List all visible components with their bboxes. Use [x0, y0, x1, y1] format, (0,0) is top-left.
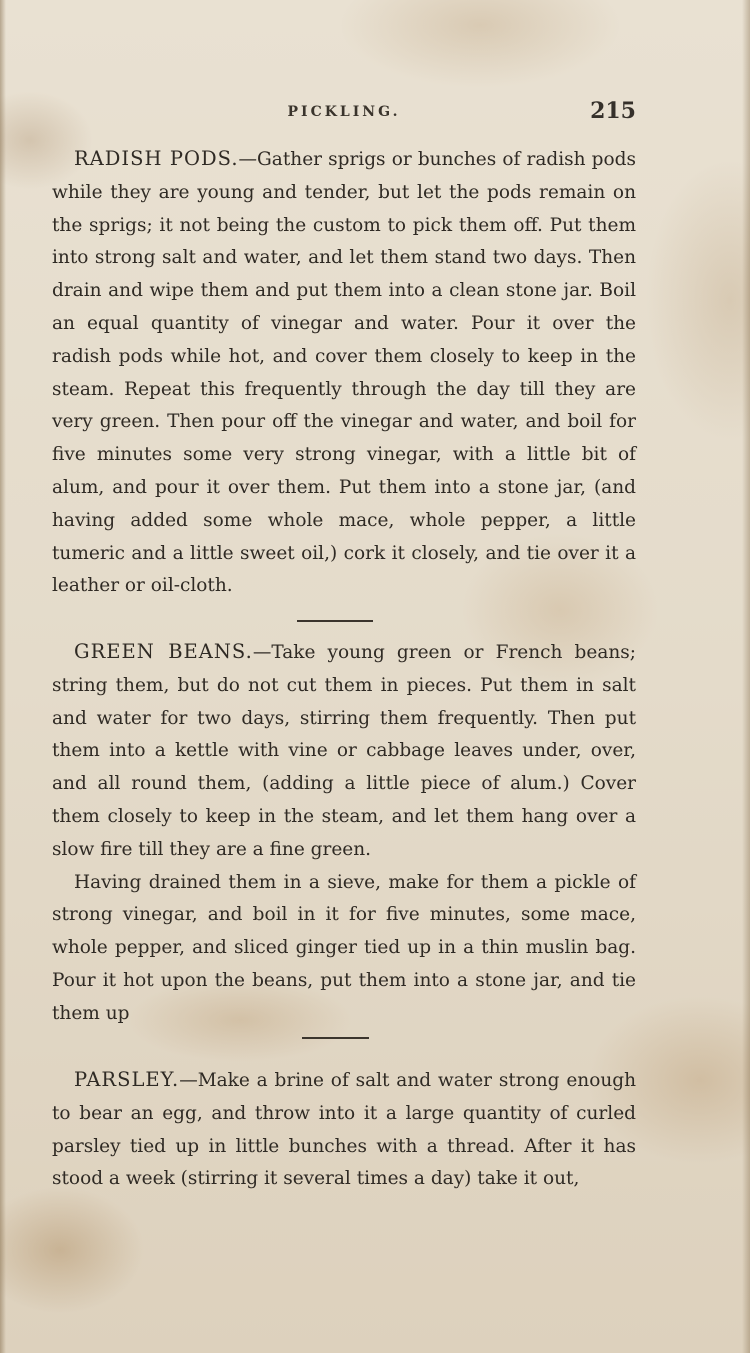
recipe-paragraph-continued: Having drained them in a sieve, make for them a pickle of strong vinegar, and boil in it for five minutes, some mace, whole pepper, and sliced ginger tied up in a thin muslin bag. Pour it hot upon the beans, put them into a stone jar, and tie them up	[52, 871, 636, 1024]
recipe-paragraph	[52, 1064, 636, 1196]
recipe-paragraph	[52, 143, 636, 603]
page-header	[52, 98, 636, 130]
recipe-parsley	[52, 1064, 636, 1196]
section-divider	[297, 620, 373, 622]
recipe-radish-pods	[52, 143, 636, 603]
recipe-green-beans	[52, 636, 636, 1031]
page-number: 215	[590, 98, 636, 124]
recipe-body: —Make a brine of salt and water strong enough to bear an egg, and throw into it a large quantity of curled parsley tied up in little bunches with a thread. After it has stood a week (stirring it several times a day) take it out,	[52, 1070, 636, 1190]
recipe-body: —Take young green or French beans; string them, but do not cut them in pieces. Put them in salt and water for two days, stirring them frequently. Then put them into a kettle with vine or cabbage leaves under, over, and all round them, (adding a little piece of alum.) Cover them closely to keep in the steam, and let them hang over a slow fire till they are a fine green.	[52, 642, 637, 860]
running-head: PICKLING.	[287, 104, 401, 120]
recipe-body: —Gather sprigs or bunches of radish pods while they are young and tender, but let the pods remain on the sprigs; it not being the custom to pick them off. Put them into strong salt and water, and let them stand two days. Then drain and wipe them and put them into a clean stone jar. Boil an equal quantity of vinegar and water. Pour it over the radish pods while hot, and cover them closely to keep in the steam. Repeat this frequently through the day till they are very green. Then pour off the vinegar and water, and boil for five minutes some very strong vinegar, with a little bit of alum, and pour it over them. Put them into a stone jar, (and having added some whole mace, whole pepper, a little tumeric and a little sweet oil,) cork it closely, and tie over it a leather or oil-cloth.	[52, 149, 636, 597]
recipe-title: RADISH PODS.	[74, 147, 239, 170]
recipe-title: PARSLEY.	[74, 1068, 180, 1091]
section-divider	[302, 1037, 369, 1039]
recipe-title: GREEN BEANS.	[74, 640, 253, 663]
recipe-paragraph	[52, 636, 636, 867]
